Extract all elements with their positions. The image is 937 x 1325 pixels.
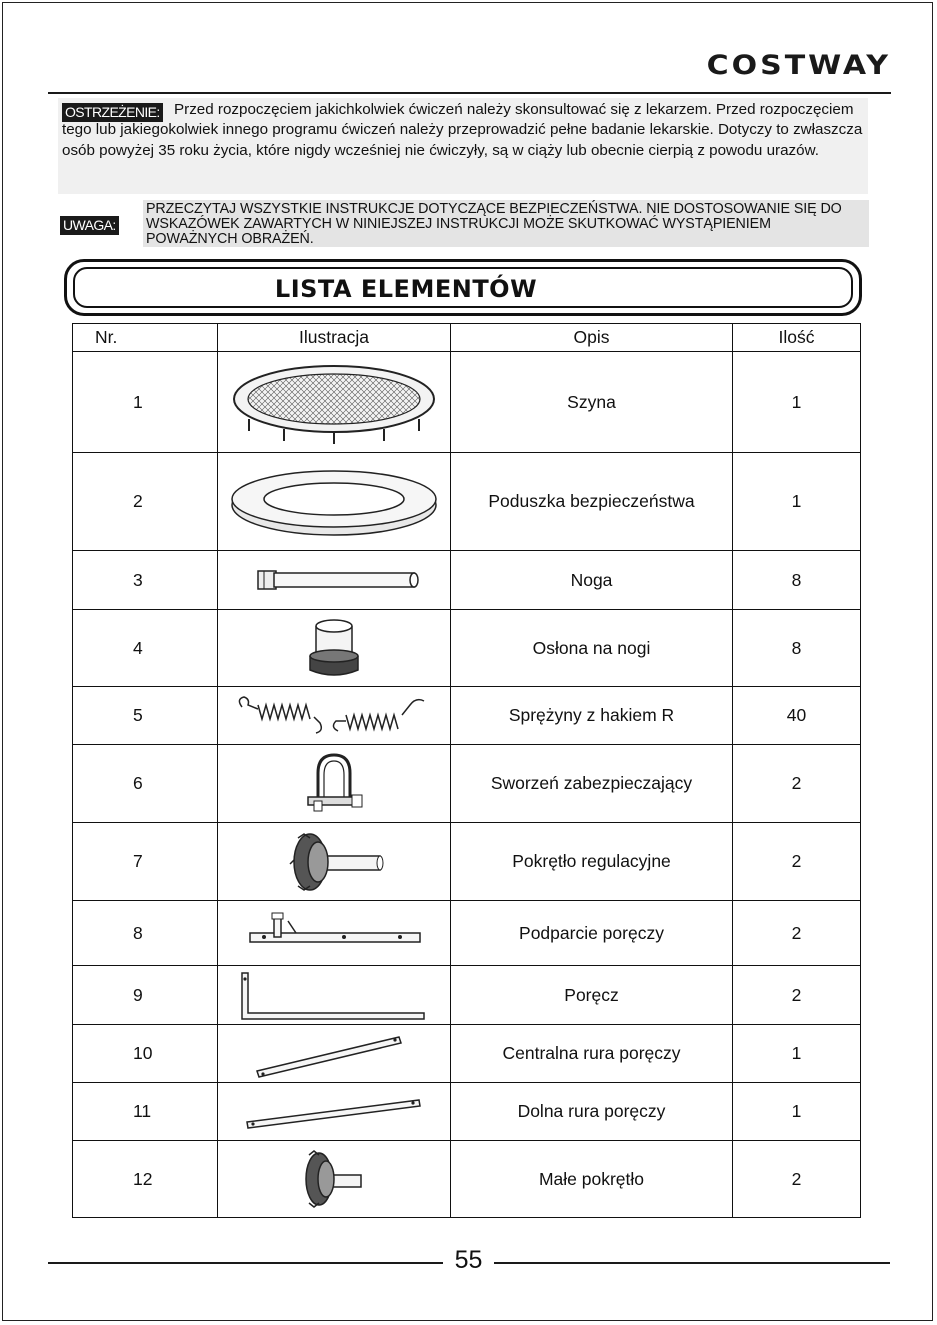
row-nr: 7 bbox=[73, 823, 218, 901]
header-divider bbox=[48, 92, 891, 94]
header-description: Opis bbox=[451, 324, 733, 352]
row-quantity: 2 bbox=[733, 1141, 861, 1218]
trampoline-frame-icon bbox=[229, 359, 439, 445]
table-row bbox=[73, 453, 861, 551]
row-description: Pokrętło regulacyjne bbox=[451, 823, 733, 901]
row-quantity: 8 bbox=[733, 610, 861, 687]
row-description: Noga bbox=[451, 551, 733, 610]
row-quantity: 2 bbox=[733, 823, 861, 901]
brand-logo: COSTWAY bbox=[706, 49, 891, 82]
row-nr: 4 bbox=[73, 610, 218, 687]
row-nr: 11 bbox=[73, 1083, 218, 1141]
header-illustration: Ilustracja bbox=[218, 324, 451, 352]
row-nr: 8 bbox=[73, 901, 218, 966]
table-row bbox=[73, 745, 861, 823]
header-quantity: Ilość bbox=[733, 324, 861, 352]
table-row bbox=[73, 1083, 861, 1141]
table-row bbox=[73, 687, 861, 745]
table-row bbox=[73, 901, 861, 966]
center-tube-icon bbox=[249, 1029, 419, 1079]
table-header-row bbox=[73, 324, 861, 352]
row-quantity: 1 bbox=[733, 1025, 861, 1083]
row-description: Szyna bbox=[451, 352, 733, 453]
row-quantity: 2 bbox=[733, 745, 861, 823]
handrail-support-icon bbox=[244, 911, 424, 955]
bottom-tube-icon bbox=[239, 1092, 429, 1132]
row-quantity: 2 bbox=[733, 901, 861, 966]
row-nr: 2 bbox=[73, 453, 218, 551]
row-description: Sworzeń zabezpieczający bbox=[451, 745, 733, 823]
row-description: Dolna rura poręczy bbox=[451, 1083, 733, 1141]
row-nr: 3 bbox=[73, 551, 218, 610]
row-quantity: 1 bbox=[733, 1083, 861, 1141]
safety-pad-icon bbox=[229, 467, 439, 537]
table-row bbox=[73, 1025, 861, 1083]
header-nr: Nr. bbox=[73, 324, 218, 352]
section-banner bbox=[64, 259, 862, 316]
row-quantity: 8 bbox=[733, 551, 861, 610]
warning-tag: OSTRZEŻENIE: bbox=[62, 103, 163, 122]
table-row bbox=[73, 551, 861, 610]
row-description: Poręcz bbox=[451, 966, 733, 1025]
table-row bbox=[73, 610, 861, 687]
row-description: Osłona na nogi bbox=[451, 610, 733, 687]
table-row bbox=[73, 1141, 861, 1218]
row-quantity: 1 bbox=[733, 453, 861, 551]
footer-divider-right bbox=[494, 1262, 890, 1264]
row-nr: 5 bbox=[73, 687, 218, 745]
row-description: Poduszka bezpieczeństwa bbox=[451, 453, 733, 551]
handrail-icon bbox=[234, 969, 434, 1021]
row-quantity: 2 bbox=[733, 966, 861, 1025]
row-nr: 12 bbox=[73, 1141, 218, 1218]
notice-text: PRZECZYTAJ WSZYSTKIE INSTRUKCJE DOTYCZĄCE BEZPIECZEŃSTWA. NIE DOSTOSOWANIE SIĘ DO WSKAZÓWEK ZAWARTYCH W NINIEJSZEJ INSTRUKCJI MOŻE SKUTKOWAĆ WYSTĄPIENIEM POWAŻNYCH OBRAŻEŃ. bbox=[146, 201, 842, 247]
small-knob-icon bbox=[299, 1147, 369, 1211]
notice-tag: UWAGA: bbox=[60, 216, 119, 235]
row-description: Podparcie poręczy bbox=[451, 901, 733, 966]
row-quantity: 40 bbox=[733, 687, 861, 745]
page-number: 55 bbox=[454, 1246, 483, 1274]
table-row bbox=[73, 966, 861, 1025]
warning-text: Przed rozpoczęciem jakichkolwiek ćwiczeń należy skonsultować się z lekarzem. Przed rozpoczęciem tego lub jakiegokolwiek innego programu ćwiczeń należy przeprowadzić pełne badanie lekarskie. Dotyczy to zwłaszcza osób powyżej 35 roku życia, które nigdy wcześniej nie ćwiczyły, są w ciąży lub obecnie cierpią z powodu urazów. bbox=[62, 101, 863, 159]
section-title: LISTA ELEMENTÓW bbox=[274, 275, 538, 303]
footer-divider-left bbox=[48, 1262, 443, 1264]
row-description: Centralna rura poręczy bbox=[451, 1025, 733, 1083]
table-row bbox=[73, 823, 861, 901]
row-description: Małe pokrętło bbox=[451, 1141, 733, 1218]
safety-pin-icon bbox=[294, 751, 374, 817]
parts-table bbox=[72, 323, 861, 1218]
row-description: Sprężyny z hakiem R bbox=[451, 687, 733, 745]
leg-tube-icon bbox=[244, 563, 424, 597]
row-quantity: 1 bbox=[733, 352, 861, 453]
table-row bbox=[73, 352, 861, 453]
adjustment-knob-icon bbox=[284, 830, 384, 894]
row-nr: 1 bbox=[73, 352, 218, 453]
spring-icon bbox=[234, 691, 434, 741]
leg-cap-icon bbox=[304, 616, 364, 680]
warning-box bbox=[58, 98, 868, 194]
row-nr: 10 bbox=[73, 1025, 218, 1083]
row-nr: 6 bbox=[73, 745, 218, 823]
row-nr: 9 bbox=[73, 966, 218, 1025]
